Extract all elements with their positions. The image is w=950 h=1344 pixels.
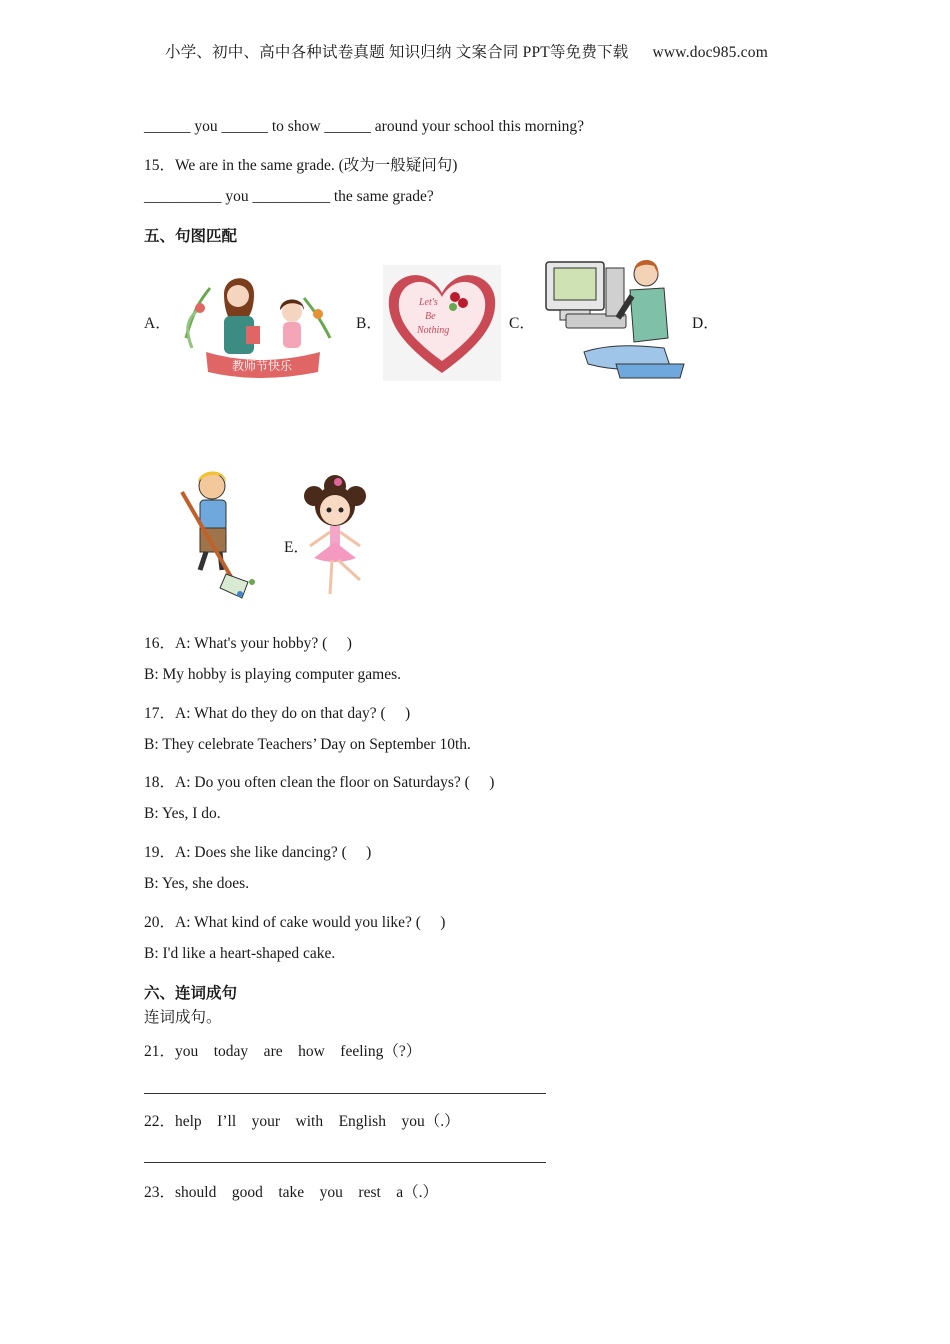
- q19-answer: B: Yes, she does.: [144, 875, 250, 892]
- computer-boy-image: [544, 256, 686, 382]
- q17-question: 17．A: What do they do on that day? ( ): [144, 705, 411, 722]
- cake-text-line-1: Let's: [419, 297, 438, 308]
- q22-answer-line: [144, 1162, 546, 1163]
- teachers-day-banner-text: 教师节快乐: [231, 359, 293, 373]
- q19-question: 19．A: Does she like dancing? ( ): [144, 844, 372, 861]
- option-c-label: C．: [509, 315, 535, 332]
- q16-question: 16．A: What's your hobby? ( ): [144, 635, 352, 652]
- q21-words: 21．you today are how feeling（?）: [144, 1043, 422, 1060]
- q14-answer-line: ______ you ______ to show ______ around your school this morning?: [144, 118, 585, 135]
- ballerina-girl-image: [300, 472, 370, 602]
- q17-answer: B: They celebrate Teachers’ Day on September 10th.: [144, 736, 471, 753]
- section5-title: 五、句图匹配: [144, 228, 238, 245]
- q21-answer-line: [144, 1093, 546, 1094]
- q22-words: 22．help I’ll your with English you（.）: [144, 1113, 460, 1130]
- q18-answer: B: Yes, I do.: [144, 805, 221, 822]
- option-d-label: D．: [692, 315, 719, 332]
- option-e-label: E．: [284, 539, 309, 556]
- option-a-label: A．: [144, 315, 171, 332]
- sweeping-boy-image: [176, 470, 262, 600]
- teachers-day-image: [180, 268, 338, 380]
- cake-text-line-2: Be: [425, 311, 436, 322]
- page-header: [165, 40, 768, 62]
- section6-title: 六、连词成句: [144, 985, 238, 1002]
- header-site-link[interactable]: www.doc985.com: [652, 44, 768, 61]
- heart-cake-image: [383, 265, 501, 381]
- q15-answer-line: __________ you __________ the same grade?: [144, 188, 434, 205]
- q16-answer: B: My hobby is playing computer games.: [144, 666, 402, 683]
- q20-question: 20．A: What kind of cake would you like? ( ): [144, 914, 446, 931]
- section6-instruction: 连词成句。: [144, 1009, 222, 1026]
- q20-answer: B: I'd like a heart-shaped cake.: [144, 945, 336, 962]
- q15-prompt: 15．We are in the same grade. (改为一般疑问句): [144, 157, 458, 174]
- header-banner: 小学、初中、高中各种试卷真题 知识归纳 文案合同 PPT等免费下载: [165, 44, 629, 61]
- option-b-label: B．: [356, 315, 382, 332]
- cake-text-line-3: Nothing: [417, 325, 450, 336]
- q18-question: 18．A: Do you often clean the floor on Saturdays? ( ): [144, 774, 495, 791]
- q23-words: 23．should good take you rest a（.）: [144, 1184, 439, 1201]
